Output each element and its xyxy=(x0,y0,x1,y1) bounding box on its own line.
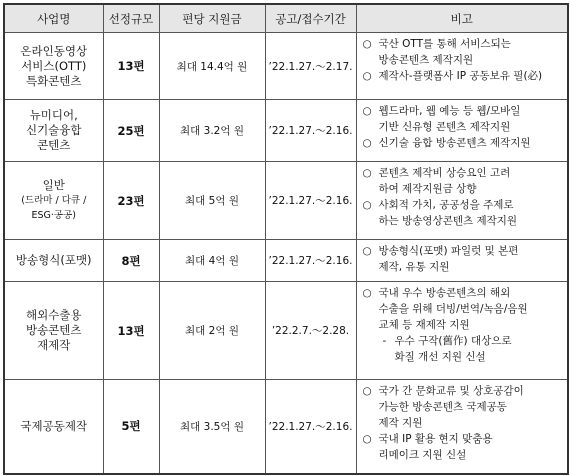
bullet-mark: ○ xyxy=(362,385,372,397)
selection-count-cell: 13편 xyxy=(103,282,159,380)
program-name-line: 특화콘텐츠 xyxy=(25,73,82,88)
header-program-name: 사업명 xyxy=(4,4,103,33)
program-name-line: 신기술융합 xyxy=(25,123,82,137)
program-name-cell xyxy=(4,100,103,162)
remark-line: 화질 개선 지원 신설 xyxy=(394,351,486,363)
table-row xyxy=(4,33,568,100)
remark-line: 가능한 방송콘텐츠 국제공동 xyxy=(378,401,507,413)
program-name-line: 방송콘텐츠 xyxy=(25,323,82,337)
period-cell: ’22.2.7.～2.28. xyxy=(265,282,356,380)
remark-line: 제작, 유통 지원 xyxy=(378,261,450,273)
support-program-table-wrapper xyxy=(3,3,567,473)
remarks-cell xyxy=(356,240,568,282)
remark-item xyxy=(363,135,562,151)
program-name-subline: (드라마 / 다큐 / xyxy=(21,195,87,206)
bullet-mark: ○ xyxy=(362,245,372,257)
selection-count-cell: 25편 xyxy=(103,100,159,162)
program-name-line: 해외수출용 xyxy=(25,308,82,322)
program-name-cell xyxy=(4,240,103,282)
remark-line: 리메이크 지원 신설 xyxy=(378,449,467,461)
header-row xyxy=(4,4,568,33)
remark-line: 하여 제작지원금 상향 xyxy=(378,183,477,195)
remark-item xyxy=(363,197,562,229)
remark-item xyxy=(363,431,562,463)
period-cell: ’22.1.27.～2.17. xyxy=(265,33,356,100)
program-name-line: 일반 xyxy=(42,178,65,192)
remark-line: 제작사-플랫폼사 IP 공동보유 필(必) xyxy=(378,70,543,82)
table-row xyxy=(4,380,568,474)
grant-amount-cell: 최대 5억 원 xyxy=(159,162,265,240)
selection-count-cell: 13편 xyxy=(103,33,159,100)
remark-item xyxy=(363,243,562,275)
remark-line: 하는 방송영상콘텐츠 제작지원 xyxy=(378,215,518,227)
selection-count-cell: 23편 xyxy=(103,162,159,240)
remark-line: 수출을 위해 더빙/번역/녹음/음원 xyxy=(378,303,528,315)
bullet-mark: ○ xyxy=(362,105,372,117)
remark-item xyxy=(363,36,562,68)
program-name-subline: ESG·공공) xyxy=(31,210,76,221)
remark-line: 제작 지원 xyxy=(378,417,423,429)
remark-item xyxy=(363,285,562,333)
program-name-line: 재제작 xyxy=(37,338,71,352)
remark-line: 국가 간 문화교류 및 상호공감이 xyxy=(378,385,524,397)
remarks-cell xyxy=(356,33,568,100)
program-name-line: 방송형식(포맷) xyxy=(15,253,92,267)
header-grant-per-item: 편당 지원금 xyxy=(159,4,265,33)
header-remarks: 비고 xyxy=(356,4,568,33)
table-row xyxy=(4,282,568,380)
remark-line: 방송형식(포맷) 파일럿 및 본편 xyxy=(378,245,519,257)
program-name-line: 온라인동영상 xyxy=(20,43,88,58)
program-name-line: 콘텐츠 xyxy=(37,138,71,152)
remarks-cell xyxy=(356,380,568,474)
remark-line: 방송콘텐츠 제작지원 xyxy=(378,54,474,66)
period-cell: ’22.1.27.～2.16. xyxy=(265,162,356,240)
grant-amount-cell: 최대 3.2억 원 xyxy=(159,100,265,162)
bullet-mark: ○ xyxy=(362,287,372,299)
remark-item xyxy=(363,383,562,431)
bullet-mark: ○ xyxy=(362,70,372,82)
header-application-period: 공고/접수기간 xyxy=(265,4,356,33)
bullet-mark: ○ xyxy=(362,137,372,149)
remark-line: 국내 우수 방송콘텐츠의 해외 xyxy=(378,287,511,299)
table-row xyxy=(4,162,568,240)
remark-item xyxy=(363,68,562,84)
remark-line: 콘텐츠 제작비 상승요인 고려 xyxy=(378,167,511,179)
remark-line: 웹드라마, 웹 예능 등 웹/모바일 xyxy=(378,105,521,117)
remarks-cell xyxy=(356,100,568,162)
support-program-table xyxy=(3,3,569,475)
bullet-mark: ○ xyxy=(362,167,372,179)
remark-item xyxy=(363,103,562,135)
program-name-cell xyxy=(4,282,103,380)
header-selection-size: 선정규모 xyxy=(103,4,159,33)
program-name-line: 뉴미디어, xyxy=(29,108,78,122)
remark-line: 신기술 융합 방송콘텐츠 제작지원 xyxy=(378,137,531,149)
remark-line: 국산 OTT를 통해 서비스되는 xyxy=(378,38,511,50)
grant-amount-cell: 최대 3.5억 원 xyxy=(159,380,265,474)
period-cell: ’22.1.27.～2.16. xyxy=(265,240,356,282)
grant-amount-cell: 최대 2억 원 xyxy=(159,282,265,380)
remark-subitem xyxy=(363,333,562,365)
remark-line: 국내 IP 활용 현지 맞춤용 xyxy=(378,433,493,445)
table-row xyxy=(4,100,568,162)
program-name-cell xyxy=(4,162,103,240)
period-cell: ’22.1.27.～2.16. xyxy=(265,380,356,474)
remark-line: 기반 신유형 콘텐츠 제작지원 xyxy=(378,121,511,133)
selection-count-cell: 5편 xyxy=(103,380,159,474)
period-cell: ’22.1.27.～2.16. xyxy=(265,100,356,162)
program-name-cell xyxy=(4,33,103,100)
remark-line: 사회적 가치, 공공성을 주제로 xyxy=(378,199,514,211)
remark-item xyxy=(363,165,562,197)
selection-count-cell: 8편 xyxy=(103,240,159,282)
grant-amount-cell: 최대 14.4억 원 xyxy=(159,33,265,100)
program-name-line: 서비스(OTT) xyxy=(21,58,87,73)
table-row xyxy=(4,240,568,282)
remarks-cell xyxy=(356,282,568,380)
bullet-mark: ○ xyxy=(362,433,372,445)
remark-line: 우수 구작(舊作) 대상으로 xyxy=(394,335,512,347)
remark-line: 교체 등 재제작 지원 xyxy=(378,319,470,331)
bullet-mark: ○ xyxy=(362,199,372,211)
dash-mark: - xyxy=(382,335,387,347)
program-name-line: 국제공동제작 xyxy=(20,418,88,433)
grant-amount-cell: 최대 4억 원 xyxy=(159,240,265,282)
program-name-cell xyxy=(4,380,103,474)
remarks-cell xyxy=(356,162,568,240)
bullet-mark: ○ xyxy=(362,38,372,50)
